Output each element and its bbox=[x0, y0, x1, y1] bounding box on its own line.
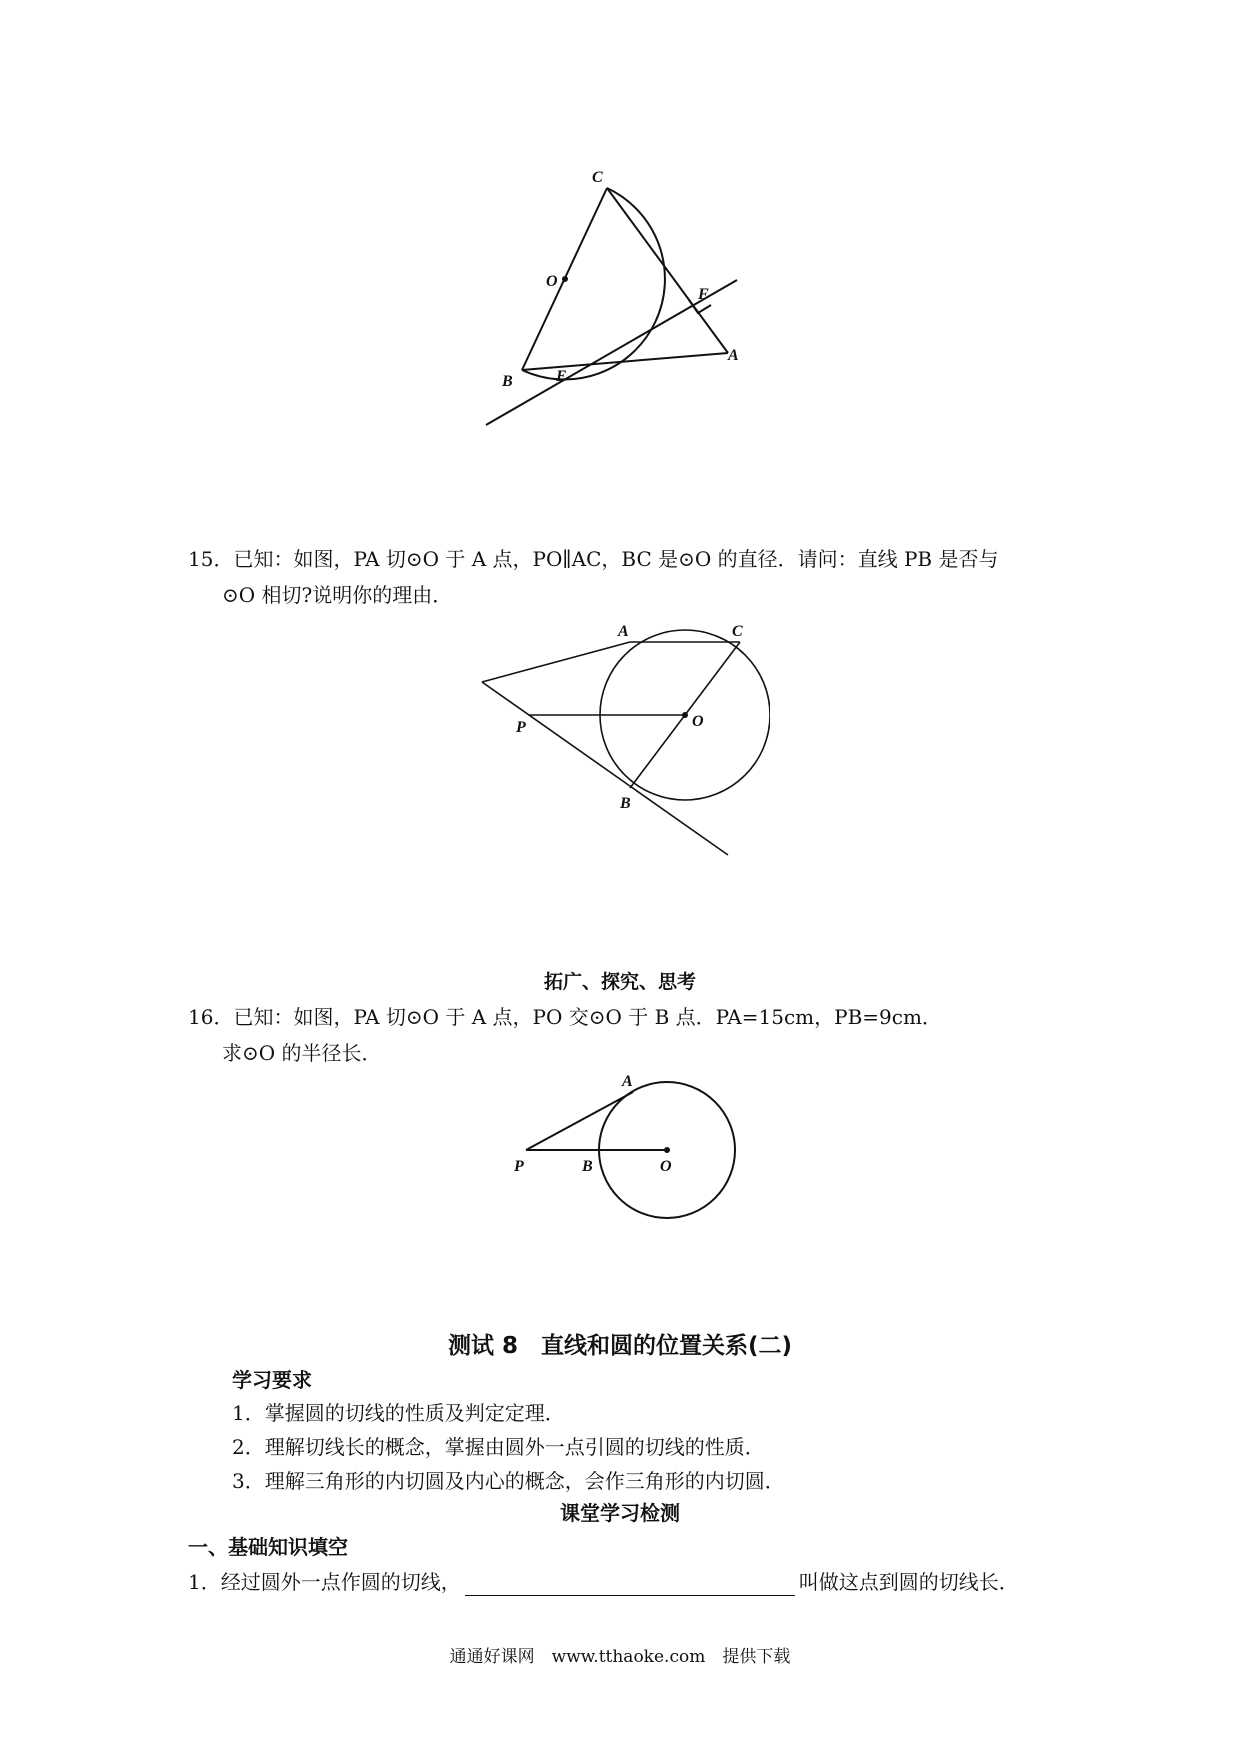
label-p: P bbox=[514, 1158, 524, 1175]
label-c: C bbox=[732, 623, 743, 640]
center-point-o bbox=[562, 276, 568, 282]
label-o: O bbox=[660, 1158, 672, 1175]
label-a: A bbox=[618, 623, 629, 640]
figure-15 bbox=[470, 620, 770, 860]
segment-ba bbox=[522, 353, 728, 370]
label-e: E bbox=[556, 368, 567, 385]
line-pa-extended bbox=[482, 642, 630, 682]
study-requirement-3: 3．理解三角形的内切圆及内心的概念，会作三角形的内切圆． bbox=[232, 1469, 785, 1493]
figure-1 bbox=[480, 160, 760, 440]
answer-blank[interactable] bbox=[465, 1573, 795, 1596]
study-requirement-2: 2．理解切线长的概念，掌握由圆外一点引圆的切线的性质． bbox=[232, 1435, 765, 1459]
section-extend-heading: 拓广、探究、思考 bbox=[543, 971, 696, 993]
center-point-o bbox=[664, 1147, 670, 1153]
problem-16-line-1: 16．已知：如图，PA 切⊙O 于 A 点，PO 交⊙O 于 B 点．PA=15cm，PB=9cm． bbox=[188, 1005, 942, 1029]
label-c: C bbox=[592, 169, 603, 186]
label-o: O bbox=[546, 273, 558, 290]
study-requirement-1: 1．掌握圆的切线的性质及判定定理． bbox=[232, 1401, 565, 1425]
problem-16-line-2: 求⊙O 的半径长． bbox=[222, 1041, 382, 1065]
classroom-check-heading: 课堂学习检测 bbox=[560, 1501, 680, 1525]
label-a: A bbox=[622, 1073, 633, 1090]
question-1-text-after: 叫做这点到圆的切线长． bbox=[798, 1570, 1019, 1594]
label-b: B bbox=[620, 795, 631, 812]
center-point-o bbox=[682, 712, 688, 718]
part-1-heading: 一、基础知识填空 bbox=[188, 1535, 348, 1559]
question-1 bbox=[188, 1568, 1019, 1596]
problem-15-line-1: 15．已知：如图，PA 切⊙O 于 A 点，PO∥AC，BC 是⊙O 的直径．请问：直线 PB 是否与 bbox=[188, 547, 999, 571]
label-o: O bbox=[692, 713, 704, 730]
problem-15-line-2: ⊙O 相切?说明你的理由． bbox=[222, 583, 453, 607]
study-requirements-heading: 学习要求 bbox=[232, 1368, 312, 1392]
figure-16 bbox=[510, 1070, 750, 1220]
segment-ca bbox=[607, 188, 728, 353]
test-title: 测试 8 直线和圆的位置关系(二) bbox=[447, 1333, 793, 1359]
label-b: B bbox=[582, 1158, 593, 1175]
label-p: P bbox=[516, 719, 526, 736]
segment-pa bbox=[526, 1092, 633, 1150]
question-1-text-before: 1．经过圆外一点作圆的切线， bbox=[188, 1570, 461, 1594]
footer-credit: 通通好课网 www.tthaoke.com 提供下载 bbox=[449, 1647, 791, 1667]
label-f: F bbox=[698, 286, 709, 303]
label-b: B bbox=[502, 373, 513, 390]
label-a: A bbox=[728, 347, 739, 364]
